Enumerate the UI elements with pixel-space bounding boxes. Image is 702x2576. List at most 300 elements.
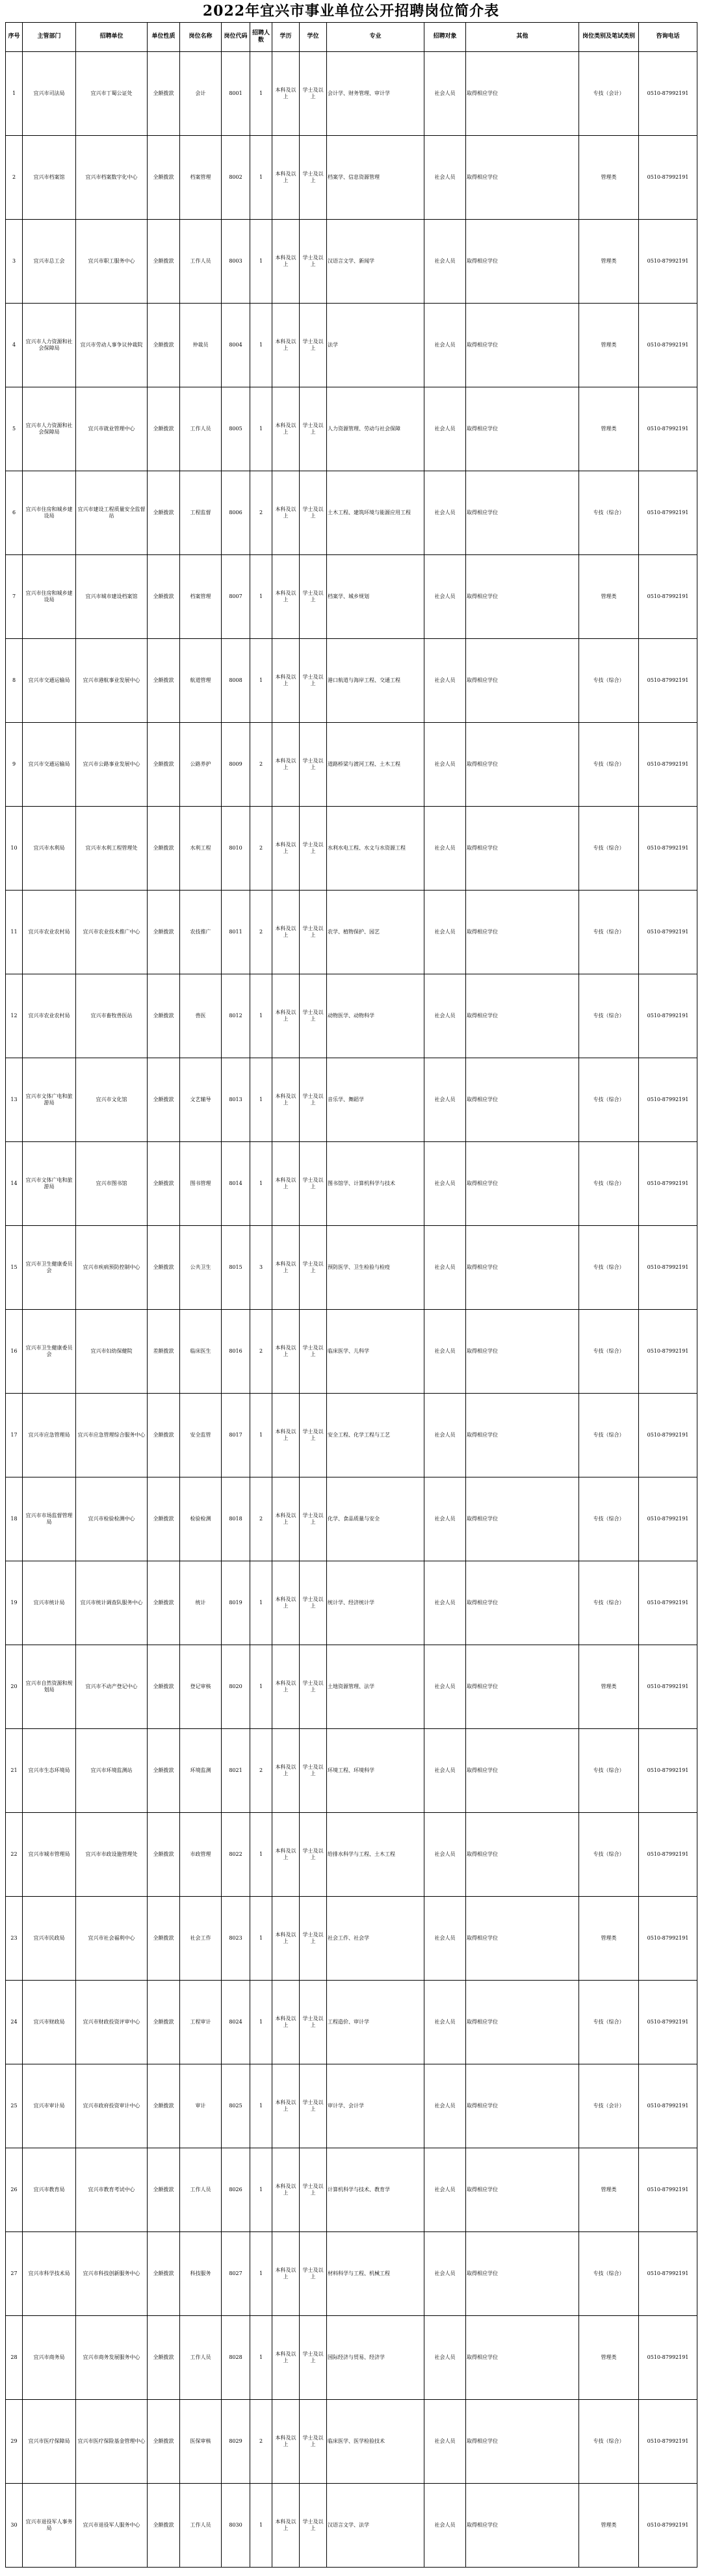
- education-cell: 本科及以上: [272, 471, 300, 555]
- table-row: [6, 1477, 697, 1561]
- page-title: 2022年宜兴市事业单位公开招聘岗位简介表: [202, 3, 500, 20]
- contact-phone-cell: 0510-87992191: [639, 1561, 697, 1645]
- employer-cell: 宜兴市教育考试中心: [76, 2148, 148, 2232]
- table-row: [6, 1645, 697, 1729]
- headcount-cell: 1: [250, 1561, 272, 1645]
- major-cell: 档案学、城乡规划: [327, 555, 424, 639]
- major-cell: 港口航道与海岸工程、交通工程: [327, 639, 424, 723]
- position-cell: 工程审计: [180, 1981, 222, 2064]
- position-code-cell: 8003: [222, 220, 250, 304]
- headcount-cell: 1: [250, 1981, 272, 2064]
- header-cell: 咨询电话: [639, 23, 697, 52]
- position-category-cell: 管理类: [579, 2316, 639, 2400]
- department-cell: 宜兴市交通运输局: [23, 723, 76, 807]
- position-category-cell: 专技（综合）: [579, 1394, 639, 1477]
- employer-cell: 宜兴市科技创新服务中心: [76, 2232, 148, 2316]
- position-cell: 仲裁员: [180, 304, 222, 387]
- target-group-cell: 社会人员: [424, 220, 466, 304]
- header-cell: 专业: [327, 23, 424, 52]
- major-cell: 临床医学、医学检验技术: [327, 2400, 424, 2484]
- employer-cell: 宜兴市档案数字化中心: [76, 136, 148, 220]
- education-cell: 本科及以上: [272, 723, 300, 807]
- headcount-cell: 1: [250, 1897, 272, 1981]
- position-code-cell: 8005: [222, 387, 250, 471]
- row-index-cell: 12: [6, 974, 23, 1058]
- contact-phone-cell: 0510-87992191: [639, 1897, 697, 1981]
- position-cell: 兽医: [180, 974, 222, 1058]
- row-index-cell: 27: [6, 2232, 23, 2316]
- headcount-cell: 2: [250, 2400, 272, 2484]
- employer-cell: 宜兴市应急管理综合服务中心: [76, 1394, 148, 1477]
- contact-phone-cell: 0510-87992191: [639, 1142, 697, 1226]
- major-cell: 安全工程、化学工程与工艺: [327, 1394, 424, 1477]
- major-cell: 农学、植物保护、园艺: [327, 891, 424, 974]
- major-cell: 计算机科学与技术、教育学: [327, 2148, 424, 2232]
- table-row: [6, 471, 697, 555]
- target-group-cell: 社会人员: [424, 2316, 466, 2400]
- target-group-cell: 社会人员: [424, 1226, 466, 1310]
- unit-type-cell: 全额拨款: [148, 974, 180, 1058]
- target-group-cell: 社会人员: [424, 1142, 466, 1226]
- employer-cell: 宜兴市就业管理中心: [76, 387, 148, 471]
- position-cell: 档案管理: [180, 136, 222, 220]
- other-requirements-cell: 取得相应学位: [466, 974, 579, 1058]
- position-cell: 文艺辅导: [180, 1058, 222, 1142]
- education-cell: 本科及以上: [272, 1477, 300, 1561]
- unit-type-cell: 全额拨款: [148, 2148, 180, 2232]
- employer-cell: 宜兴市市政设施管理处: [76, 1813, 148, 1897]
- headcount-cell: 2: [250, 1477, 272, 1561]
- education-cell: 本科及以上: [272, 2064, 300, 2148]
- table-row: [6, 2232, 697, 2316]
- position-cell: 医保审核: [180, 2400, 222, 2484]
- position-code-cell: 8004: [222, 304, 250, 387]
- target-group-cell: 社会人员: [424, 52, 466, 136]
- education-cell: 本科及以上: [272, 891, 300, 974]
- position-category-cell: 专技（综合）: [579, 1813, 639, 1897]
- headcount-cell: 1: [250, 555, 272, 639]
- position-category-cell: 专技（综合）: [579, 639, 639, 723]
- position-category-cell: 管理类: [579, 1897, 639, 1981]
- headcount-cell: 1: [250, 974, 272, 1058]
- department-cell: 宜兴市自然资源和规划局: [23, 1645, 76, 1729]
- education-cell: 本科及以上: [272, 220, 300, 304]
- headcount-cell: 1: [250, 1058, 272, 1142]
- education-cell: 本科及以上: [272, 1729, 300, 1813]
- position-code-cell: 8025: [222, 2064, 250, 2148]
- education-cell: 本科及以上: [272, 1897, 300, 1981]
- contact-phone-cell: 0510-87992191: [639, 1226, 697, 1310]
- degree-cell: 学士及以上: [300, 639, 327, 723]
- row-index-cell: 24: [6, 1981, 23, 2064]
- position-category-cell: 管理类: [579, 136, 639, 220]
- position-code-cell: 8023: [222, 1897, 250, 1981]
- target-group-cell: 社会人员: [424, 1645, 466, 1729]
- degree-cell: 学士及以上: [300, 1645, 327, 1729]
- position-category-cell: 管理类: [579, 555, 639, 639]
- table-row: [6, 639, 697, 723]
- contact-phone-cell: 0510-87992191: [639, 1645, 697, 1729]
- position-cell: 档案管理: [180, 555, 222, 639]
- degree-cell: 学士及以上: [300, 2400, 327, 2484]
- headcount-cell: 1: [250, 639, 272, 723]
- degree-cell: 学士及以上: [300, 2316, 327, 2400]
- contact-phone-cell: 0510-87992191: [639, 555, 697, 639]
- table-row: [6, 2400, 697, 2484]
- header-cell: 序号: [6, 23, 23, 52]
- department-cell: 宜兴市退役军人事务局: [23, 2484, 76, 2568]
- positions-table: [5, 22, 697, 2568]
- department-cell: 宜兴市文体广电和旅游局: [23, 1058, 76, 1142]
- headcount-cell: 1: [250, 387, 272, 471]
- department-cell: 宜兴市人力资源和社会保障局: [23, 304, 76, 387]
- target-group-cell: 社会人员: [424, 891, 466, 974]
- other-requirements-cell: 取得相应学位: [466, 2400, 579, 2484]
- position-cell: 环境监测: [180, 1729, 222, 1813]
- contact-phone-cell: 0510-87992191: [639, 387, 697, 471]
- position-code-cell: 8027: [222, 2232, 250, 2316]
- headcount-cell: 2: [250, 891, 272, 974]
- row-index-cell: 11: [6, 891, 23, 974]
- target-group-cell: 社会人员: [424, 1561, 466, 1645]
- contact-phone-cell: 0510-87992191: [639, 1813, 697, 1897]
- table-row: [6, 891, 697, 974]
- position-cell: 会计: [180, 52, 222, 136]
- table-row: [6, 2064, 697, 2148]
- headcount-cell: 1: [250, 2316, 272, 2400]
- contact-phone-cell: 0510-87992191: [639, 1477, 697, 1561]
- table-row: [6, 807, 697, 891]
- position-cell: 农技推广: [180, 891, 222, 974]
- position-category-cell: 专技（综合）: [579, 807, 639, 891]
- position-category-cell: 专技（综合）: [579, 2400, 639, 2484]
- headcount-cell: 1: [250, 1645, 272, 1729]
- major-cell: 音乐学、舞蹈学: [327, 1058, 424, 1142]
- major-cell: 土地资源管理、法学: [327, 1645, 424, 1729]
- header-cell: 招聘对象: [424, 23, 466, 52]
- row-index-cell: 13: [6, 1058, 23, 1142]
- other-requirements-cell: 取得相应学位: [466, 471, 579, 555]
- contact-phone-cell: 0510-87992191: [639, 2232, 697, 2316]
- position-category-cell: 专技（综合）: [579, 1477, 639, 1561]
- major-cell: 土木工程、建筑环境与能源应用工程: [327, 471, 424, 555]
- major-cell: 法学: [327, 304, 424, 387]
- major-cell: 水利水电工程、水文与水资源工程: [327, 807, 424, 891]
- employer-cell: 宜兴市统计调查队服务中心: [76, 1561, 148, 1645]
- contact-phone-cell: 0510-87992191: [639, 2064, 697, 2148]
- headcount-cell: 2: [250, 807, 272, 891]
- unit-type-cell: 全额拨款: [148, 2484, 180, 2568]
- position-code-cell: 8014: [222, 1142, 250, 1226]
- employer-cell: 宜兴市医疗保险基金管理中心: [76, 2400, 148, 2484]
- position-cell: 水利工程: [180, 807, 222, 891]
- position-code-cell: 8006: [222, 471, 250, 555]
- other-requirements-cell: 取得相应学位: [466, 220, 579, 304]
- department-cell: 宜兴市统计局: [23, 1561, 76, 1645]
- employer-cell: 宜兴市建设工程质量安全监督站: [76, 471, 148, 555]
- position-category-cell: 专技（综合）: [579, 1058, 639, 1142]
- position-code-cell: 8018: [222, 1477, 250, 1561]
- other-requirements-cell: 取得相应学位: [466, 891, 579, 974]
- header-cell: 招聘人数: [250, 23, 272, 52]
- row-index-cell: 16: [6, 1310, 23, 1394]
- header-cell: 主管部门: [23, 23, 76, 52]
- position-code-cell: 8011: [222, 891, 250, 974]
- degree-cell: 学士及以上: [300, 891, 327, 974]
- headcount-cell: 3: [250, 1226, 272, 1310]
- headcount-cell: 2: [250, 471, 272, 555]
- education-cell: 本科及以上: [272, 304, 300, 387]
- table-row: [6, 1226, 697, 1310]
- row-index-cell: 3: [6, 220, 23, 304]
- headcount-cell: 1: [250, 1394, 272, 1477]
- employer-cell: 宜兴市图书馆: [76, 1142, 148, 1226]
- department-cell: 宜兴市交通运输局: [23, 639, 76, 723]
- contact-phone-cell: 0510-87992191: [639, 639, 697, 723]
- department-cell: 宜兴市民政局: [23, 1897, 76, 1981]
- position-cell: 工程监督: [180, 471, 222, 555]
- degree-cell: 学士及以上: [300, 974, 327, 1058]
- position-category-cell: 专技（综合）: [579, 723, 639, 807]
- table-row: [6, 723, 697, 807]
- header-cell: 岗位代码: [222, 23, 250, 52]
- position-cell: 审计: [180, 2064, 222, 2148]
- row-index-cell: 25: [6, 2064, 23, 2148]
- other-requirements-cell: 取得相应学位: [466, 807, 579, 891]
- major-cell: 材料科学与工程、机械工程: [327, 2232, 424, 2316]
- major-cell: 预防医学、卫生检验与检疫: [327, 1226, 424, 1310]
- row-index-cell: 18: [6, 1477, 23, 1561]
- other-requirements-cell: 取得相应学位: [466, 1813, 579, 1897]
- position-category-cell: 专技（综合）: [579, 1981, 639, 2064]
- department-cell: 宜兴市医疗保障局: [23, 2400, 76, 2484]
- department-cell: 宜兴市应急管理局: [23, 1394, 76, 1477]
- position-code-cell: 8012: [222, 974, 250, 1058]
- department-cell: 宜兴市商务局: [23, 2316, 76, 2400]
- unit-type-cell: 全额拨款: [148, 891, 180, 974]
- other-requirements-cell: 取得相应学位: [466, 1729, 579, 1813]
- table-header-row: [6, 23, 697, 52]
- other-requirements-cell: 取得相应学位: [466, 387, 579, 471]
- education-cell: 本科及以上: [272, 1394, 300, 1477]
- row-index-cell: 9: [6, 723, 23, 807]
- headcount-cell: 1: [250, 1142, 272, 1226]
- unit-type-cell: 全额拨款: [148, 52, 180, 136]
- unit-type-cell: 全额拨款: [148, 1897, 180, 1981]
- department-cell: 宜兴市教育局: [23, 2148, 76, 2232]
- position-code-cell: 8029: [222, 2400, 250, 2484]
- other-requirements-cell: 取得相应学位: [466, 723, 579, 807]
- position-code-cell: 8020: [222, 1645, 250, 1729]
- major-cell: 汉语言文学、法学: [327, 2484, 424, 2568]
- table-row: [6, 1310, 697, 1394]
- employer-cell: 宜兴市商务发展服务中心: [76, 2316, 148, 2400]
- position-category-cell: 专技（会计）: [579, 52, 639, 136]
- unit-type-cell: 全额拨款: [148, 2400, 180, 2484]
- education-cell: 本科及以上: [272, 52, 300, 136]
- target-group-cell: 社会人员: [424, 2232, 466, 2316]
- degree-cell: 学士及以上: [300, 1142, 327, 1226]
- unit-type-cell: 全额拨款: [148, 1561, 180, 1645]
- degree-cell: 学士及以上: [300, 1310, 327, 1394]
- other-requirements-cell: 取得相应学位: [466, 304, 579, 387]
- department-cell: 宜兴市住房和城乡建设局: [23, 555, 76, 639]
- position-category-cell: 管理类: [579, 1645, 639, 1729]
- other-requirements-cell: 取得相应学位: [466, 1981, 579, 2064]
- position-code-cell: 8015: [222, 1226, 250, 1310]
- other-requirements-cell: 取得相应学位: [466, 639, 579, 723]
- table-row: [6, 2484, 697, 2568]
- target-group-cell: 社会人员: [424, 1897, 466, 1981]
- unit-type-cell: 全额拨款: [148, 2316, 180, 2400]
- table-row: [6, 1142, 697, 1226]
- headcount-cell: 1: [250, 1813, 272, 1897]
- target-group-cell: 社会人员: [424, 1981, 466, 2064]
- row-index-cell: 10: [6, 807, 23, 891]
- position-cell: 工作人员: [180, 2484, 222, 2568]
- degree-cell: 学士及以上: [300, 1981, 327, 2064]
- department-cell: 宜兴市科学技术局: [23, 2232, 76, 2316]
- row-index-cell: 4: [6, 304, 23, 387]
- education-cell: 本科及以上: [272, 1813, 300, 1897]
- position-code-cell: 8028: [222, 2316, 250, 2400]
- education-cell: 本科及以上: [272, 2400, 300, 2484]
- row-index-cell: 23: [6, 1897, 23, 1981]
- education-cell: 本科及以上: [272, 2484, 300, 2568]
- target-group-cell: 社会人员: [424, 1310, 466, 1394]
- unit-type-cell: 全额拨款: [148, 2232, 180, 2316]
- contact-phone-cell: 0510-87992191: [639, 807, 697, 891]
- headcount-cell: 1: [250, 2148, 272, 2232]
- department-cell: 宜兴市档案馆: [23, 136, 76, 220]
- contact-phone-cell: 0510-87992191: [639, 2316, 697, 2400]
- table-body: [6, 52, 697, 2568]
- unit-type-cell: 全额拨款: [148, 807, 180, 891]
- header-cell: 岗位类别及笔试类别: [579, 23, 639, 52]
- education-cell: 本科及以上: [272, 1981, 300, 2064]
- position-cell: 检验检测: [180, 1477, 222, 1561]
- department-cell: 宜兴市城市管理局: [23, 1813, 76, 1897]
- contact-phone-cell: 0510-87992191: [639, 1394, 697, 1477]
- target-group-cell: 社会人员: [424, 136, 466, 220]
- other-requirements-cell: 取得相应学位: [466, 2148, 579, 2232]
- department-cell: 宜兴市农业农村局: [23, 974, 76, 1058]
- education-cell: 本科及以上: [272, 2316, 300, 2400]
- headcount-cell: 1: [250, 52, 272, 136]
- row-index-cell: 1: [6, 52, 23, 136]
- degree-cell: 学士及以上: [300, 1561, 327, 1645]
- degree-cell: 学士及以上: [300, 220, 327, 304]
- target-group-cell: 社会人员: [424, 2400, 466, 2484]
- employer-cell: 宜兴市检验检测中心: [76, 1477, 148, 1561]
- position-cell: 科技服务: [180, 2232, 222, 2316]
- target-group-cell: 社会人员: [424, 2484, 466, 2568]
- employer-cell: 宜兴市城市建设档案馆: [76, 555, 148, 639]
- other-requirements-cell: 取得相应学位: [466, 1058, 579, 1142]
- row-index-cell: 30: [6, 2484, 23, 2568]
- position-category-cell: 管理类: [579, 220, 639, 304]
- table-row: [6, 1561, 697, 1645]
- table-row: [6, 1394, 697, 1477]
- major-cell: 档案学、信息资源管理: [327, 136, 424, 220]
- position-cell: 安全监管: [180, 1394, 222, 1477]
- other-requirements-cell: 取得相应学位: [466, 1477, 579, 1561]
- unit-type-cell: 全额拨款: [148, 387, 180, 471]
- unit-type-cell: 全额拨款: [148, 1142, 180, 1226]
- education-cell: 本科及以上: [272, 1226, 300, 1310]
- position-code-cell: 8009: [222, 723, 250, 807]
- unit-type-cell: 全额拨款: [148, 555, 180, 639]
- other-requirements-cell: 取得相应学位: [466, 1561, 579, 1645]
- other-requirements-cell: 取得相应学位: [466, 555, 579, 639]
- education-cell: 本科及以上: [272, 1142, 300, 1226]
- unit-type-cell: 全额拨款: [148, 1058, 180, 1142]
- education-cell: 本科及以上: [272, 555, 300, 639]
- department-cell: 宜兴市审计局: [23, 2064, 76, 2148]
- target-group-cell: 社会人员: [424, 974, 466, 1058]
- major-cell: 道路桥梁与渡河工程、土木工程: [327, 723, 424, 807]
- position-category-cell: 专技（综合）: [579, 471, 639, 555]
- contact-phone-cell: 0510-87992191: [639, 1981, 697, 2064]
- major-cell: 会计学、财务管理、审计学: [327, 52, 424, 136]
- position-code-cell: 8008: [222, 639, 250, 723]
- contact-phone-cell: 0510-87992191: [639, 891, 697, 974]
- headcount-cell: 1: [250, 304, 272, 387]
- position-category-cell: 专技（综合）: [579, 2232, 639, 2316]
- row-index-cell: 14: [6, 1142, 23, 1226]
- target-group-cell: 社会人员: [424, 387, 466, 471]
- education-cell: 本科及以上: [272, 639, 300, 723]
- contact-phone-cell: 0510-87992191: [639, 1058, 697, 1142]
- employer-cell: 宜兴市职工服务中心: [76, 220, 148, 304]
- position-category-cell: 管理类: [579, 387, 639, 471]
- degree-cell: 学士及以上: [300, 2148, 327, 2232]
- table-row: [6, 555, 697, 639]
- major-cell: 审计学、会计学: [327, 2064, 424, 2148]
- row-index-cell: 28: [6, 2316, 23, 2400]
- unit-type-cell: 全额拨款: [148, 723, 180, 807]
- target-group-cell: 社会人员: [424, 555, 466, 639]
- employer-cell: 宜兴市港航事业发展中心: [76, 639, 148, 723]
- position-cell: 公共卫生: [180, 1226, 222, 1310]
- table-row: [6, 387, 697, 471]
- unit-type-cell: 全额拨款: [148, 471, 180, 555]
- table-row: [6, 974, 697, 1058]
- position-cell: 工作人员: [180, 387, 222, 471]
- major-cell: 临床医学、儿科学: [327, 1310, 424, 1394]
- position-cell: 图书管理: [180, 1142, 222, 1226]
- headcount-cell: 2: [250, 723, 272, 807]
- employer-cell: 宜兴市环境监测站: [76, 1729, 148, 1813]
- contact-phone-cell: 0510-87992191: [639, 304, 697, 387]
- employer-cell: 宜兴市政府投资审计中心: [76, 2064, 148, 2148]
- position-code-cell: 8030: [222, 2484, 250, 2568]
- other-requirements-cell: 取得相应学位: [466, 136, 579, 220]
- position-code-cell: 8026: [222, 2148, 250, 2232]
- other-requirements-cell: 取得相应学位: [466, 2064, 579, 2148]
- page: [5, 0, 697, 2568]
- degree-cell: 学士及以上: [300, 2484, 327, 2568]
- other-requirements-cell: 取得相应学位: [466, 1897, 579, 1981]
- header-cell: 岗位名称: [180, 23, 222, 52]
- employer-cell: 宜兴市畜牧兽医站: [76, 974, 148, 1058]
- contact-phone-cell: 0510-87992191: [639, 723, 697, 807]
- target-group-cell: 社会人员: [424, 2148, 466, 2232]
- other-requirements-cell: 取得相应学位: [466, 1226, 579, 1310]
- unit-type-cell: 全额拨款: [148, 1394, 180, 1477]
- degree-cell: 学士及以上: [300, 304, 327, 387]
- row-index-cell: 15: [6, 1226, 23, 1310]
